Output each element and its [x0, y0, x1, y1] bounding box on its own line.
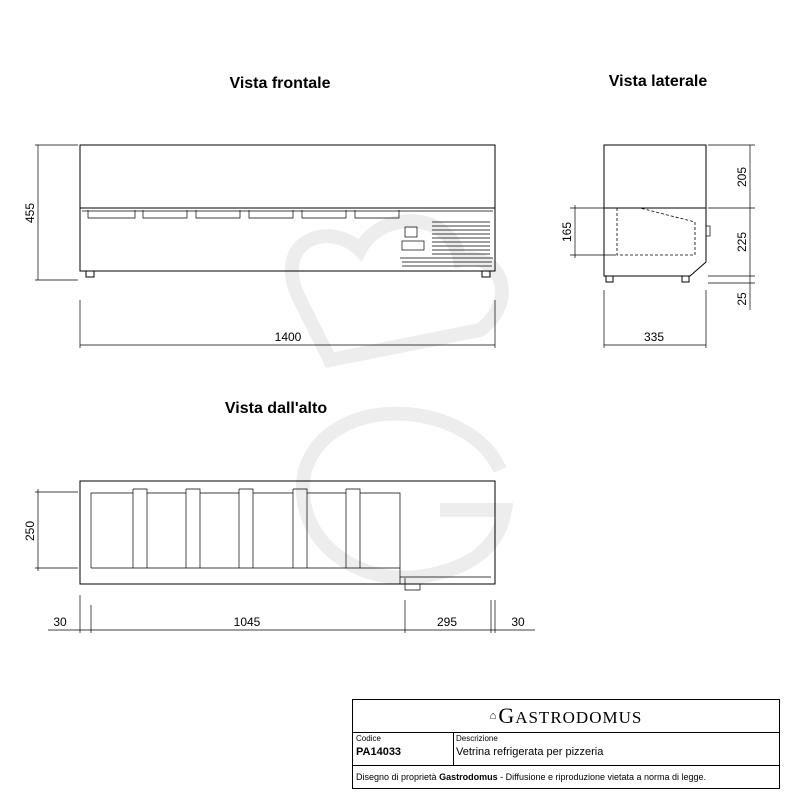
- logo-text: ASTRODOMUS: [515, 708, 643, 727]
- side-dim-inner: [570, 205, 616, 258]
- code-value: PA14033: [356, 746, 402, 758]
- side-upper-label: 205: [735, 166, 749, 188]
- front-dim-height: [35, 145, 78, 280]
- footer-brand: Gastrodomus: [439, 772, 498, 782]
- chef-hat-icon: ⌂: [489, 710, 497, 722]
- logo-initial: G: [498, 703, 516, 728]
- ownership-notice: [356, 772, 706, 782]
- title-block-info-row: [353, 732, 779, 766]
- company-logo: [353, 700, 779, 733]
- description-label: Descrizione: [456, 734, 498, 743]
- side-middle-label: 225: [735, 231, 749, 253]
- code-cell: [353, 732, 454, 765]
- front-view-title: Vista frontale: [229, 75, 331, 92]
- top-main-span-label: 1045: [233, 615, 261, 629]
- title-block: [352, 699, 780, 789]
- code-label: Codice: [356, 734, 381, 743]
- top-dim-chain: [48, 595, 535, 633]
- side-view-title: Vista laterale: [608, 73, 708, 90]
- side-view-drawing: [604, 145, 710, 282]
- footer-suffix: - Diffusione e riproduzione vietata a norma di legge.: [500, 772, 707, 782]
- front-width-label: 1400: [274, 330, 302, 344]
- top-right-margin-label: 30: [511, 615, 525, 629]
- top-left-margin-label: 30: [53, 615, 67, 629]
- top-depth-label: 250: [23, 520, 37, 542]
- footer-prefix: Disegno di proprietà: [356, 772, 437, 782]
- top-right-span-label: 295: [436, 615, 458, 629]
- front-height-label: 455: [23, 202, 37, 224]
- side-bottom-label: 25: [735, 292, 749, 306]
- top-dim-depth: [35, 489, 78, 571]
- description-cell: [453, 732, 779, 765]
- side-depth-label: 335: [643, 330, 665, 344]
- top-view-title: Vista dall'alto: [224, 400, 328, 417]
- description-value: Vetrina refrigerata per pizzeria: [456, 746, 604, 758]
- side-inner-label: 165: [560, 221, 574, 243]
